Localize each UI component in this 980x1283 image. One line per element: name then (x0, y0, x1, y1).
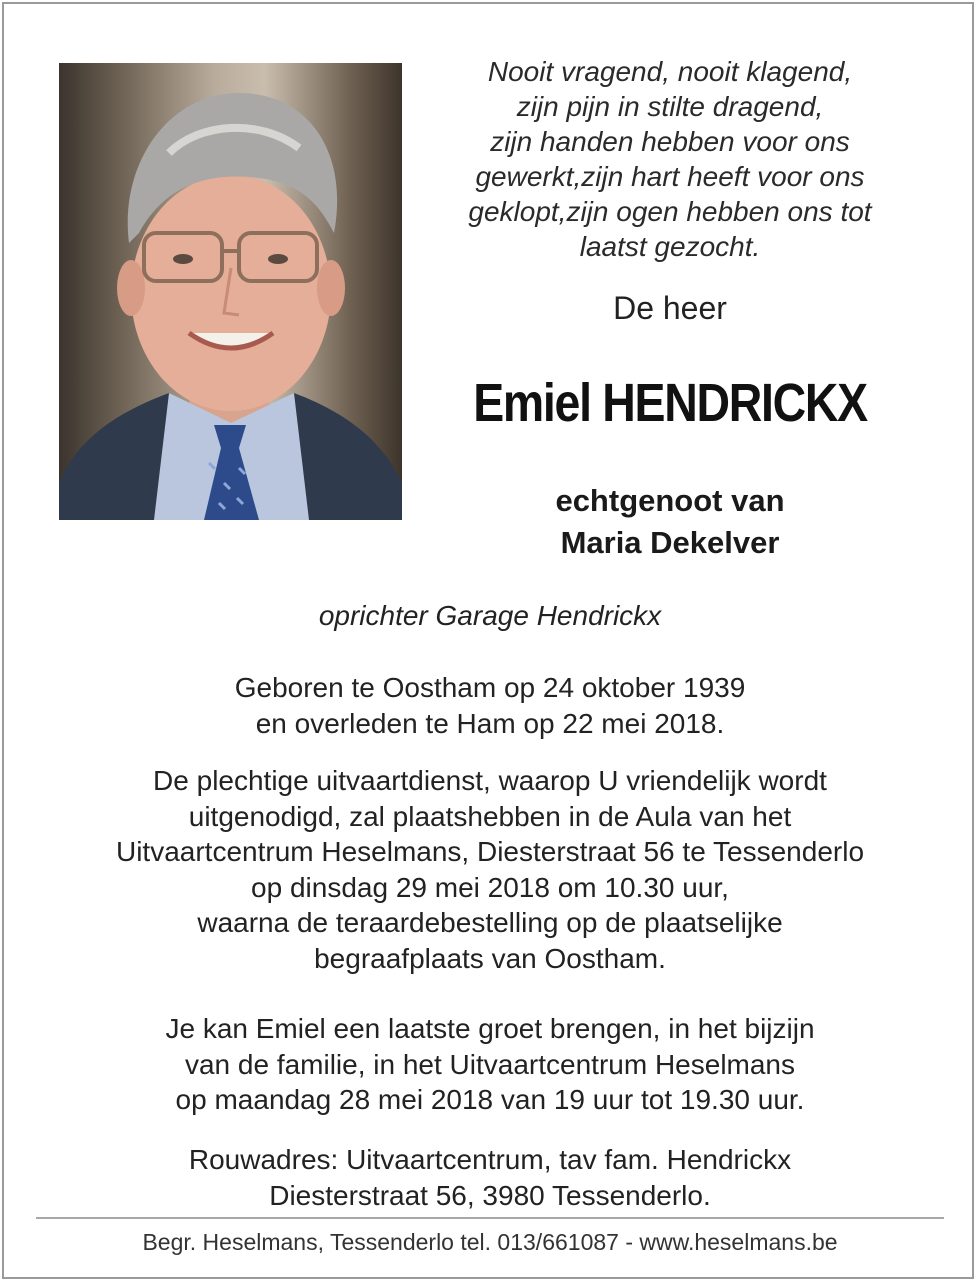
spouse-name: Maria Dekelver (560, 525, 780, 560)
funeral-home-footer: Begr. Heselmans, Tessenderlo tel. 013/661087 - www.heselmans.be (142, 1229, 838, 1255)
visit-line: Je kan Emiel een laatste groet brengen, in het bijzijn (165, 1013, 815, 1044)
deceased-name: Emiel HENDRICKX (473, 373, 867, 433)
funeral-service-info (40, 763, 940, 976)
service-line: uitgenodigd, zal plaatshebben in de Aula van het (188, 800, 792, 832)
poem-line: laatst gezocht. (579, 231, 761, 262)
poem-line: zijn pijn in stilte dragend, (516, 91, 824, 122)
visit-line: op maandag 28 mei 2018 van 19 uur tot 19.30 uur. (175, 1084, 805, 1115)
address-line: Diesterstraat 56, 3980 Tessenderlo. (269, 1179, 711, 1211)
occupation-text: oprichter Garage Hendrickx (318, 600, 662, 631)
poem-line: Nooit vragend, nooit klagend, (487, 56, 853, 87)
condolence-address (40, 1142, 940, 1213)
service-line: De plechtige uitvaartdienst, waarop U vriendelijk wordt (153, 765, 827, 796)
visitation-info (40, 1011, 940, 1118)
poem-line: zijn handen hebben voor ons (490, 126, 850, 157)
spouse-relation: echtgenoot van (555, 483, 785, 518)
spouse-info (420, 480, 920, 564)
service-line: waarna de teraardebestelling op de plaatselijke (197, 907, 783, 938)
visit-line: van de familie, in het Uitvaartcentrum Heselmans (184, 1048, 796, 1080)
occupation-line (40, 598, 940, 634)
honorific: De heer (613, 290, 727, 326)
service-line: op dinsdag 29 mei 2018 om 10.30 uur, (251, 871, 729, 903)
poem-line: geklopt,zijn ogen hebben ons tot (468, 196, 872, 227)
portrait-photo (59, 63, 402, 520)
birth-death-dates (40, 670, 940, 741)
address-line: Rouwadres: Uitvaartcentrum, tav fam. Hendrickx (188, 1144, 792, 1175)
poem-line: gewerkt,zijn hart heeft voor ons (475, 161, 865, 192)
footer-divider (36, 1217, 944, 1219)
memorial-poem (420, 54, 920, 264)
service-line: begraafplaats van Oostham. (314, 942, 666, 974)
service-line: Uitvaartcentrum Heselmans, Diesterstraat 56 te Tessenderlo (115, 836, 865, 867)
death-line: en overleden te Ham op 22 mei 2018. (255, 707, 725, 739)
birth-line: Geboren te Oostham op 24 oktober 1939 (234, 672, 746, 703)
